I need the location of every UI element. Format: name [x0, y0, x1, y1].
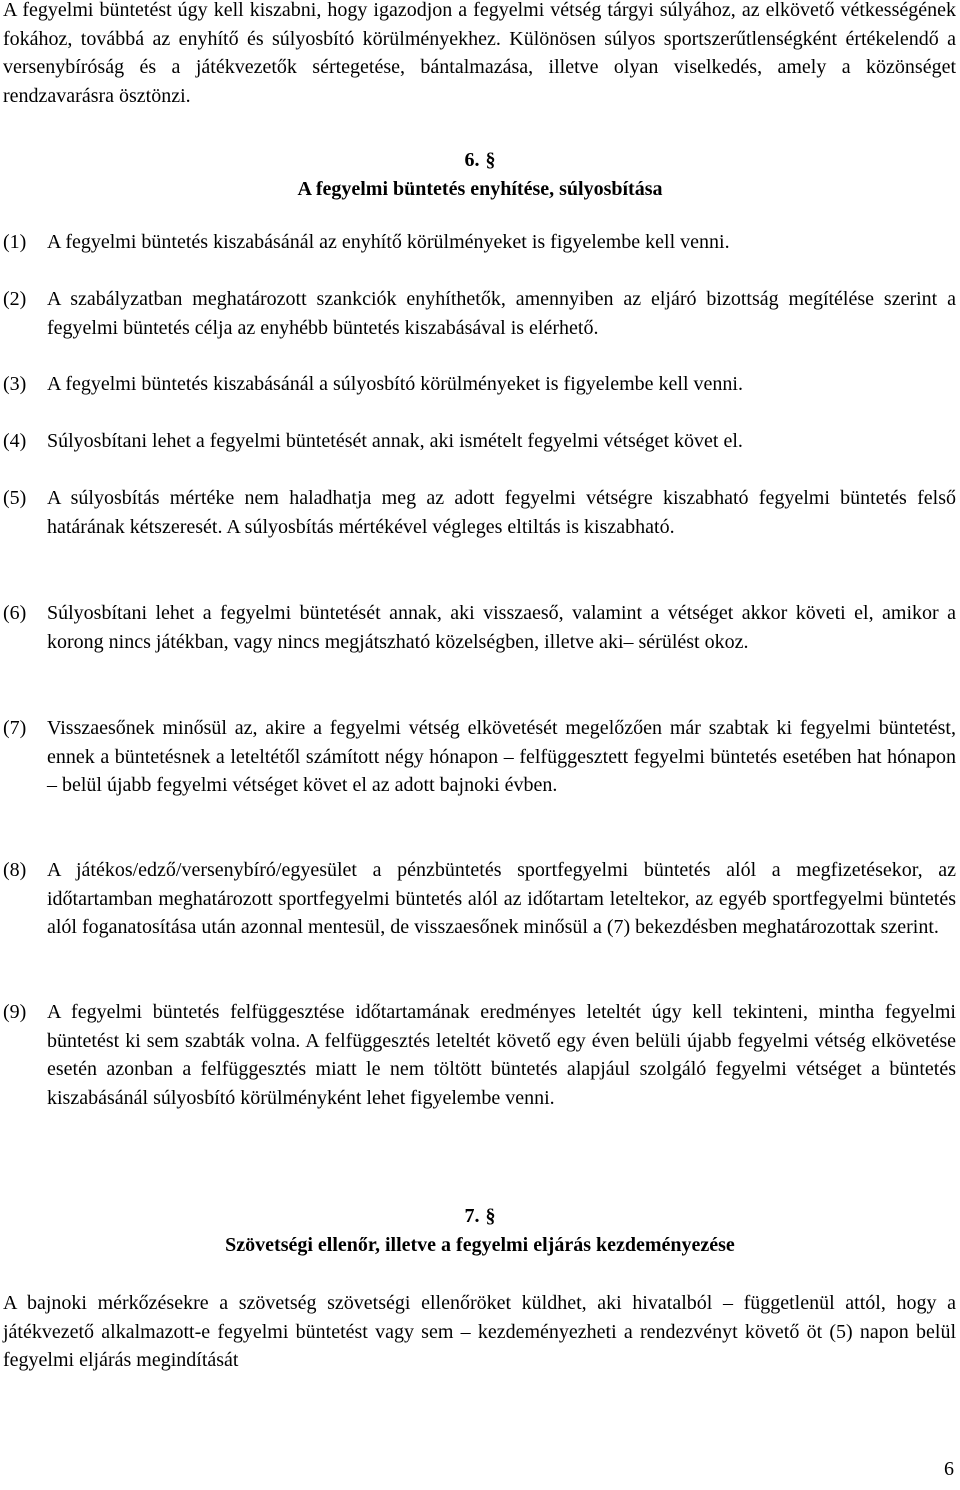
paragraph-text: A fegyelmi büntetés kiszabásánál a súlyosbító körülményeket is figyelembe kell venni.	[47, 373, 743, 395]
page-number: 6	[944, 1458, 954, 1480]
paragraph-number: (3)	[3, 373, 27, 395]
paragraph-text: A súlyosbítás mértéke nem haladhatja meg az adott fegyelmi vétségre kiszabható fegyelmi büntetés felső határának kétszeresét. A súlyosbítás mértékével végleges eltiltás is kiszabható.	[47, 487, 956, 538]
paragraph-6-7	[3, 714, 956, 800]
paragraph-number: (2)	[3, 288, 27, 310]
paragraph-6-4	[3, 427, 956, 456]
paragraph-number: (4)	[3, 430, 27, 452]
paragraph-text: Visszaesőnek minősül az, akire a fegyelmi vétség elkövetését megelőzően már szabtak ki fegyelmi büntetést, ennek a büntetésnek a leteltétől számított négy hónapon – felfüggesztett fegyelmi büntetés esetében hat hónapon – belül újabb fegyelmi vétséget követ el az adott bajnoki évben.	[47, 717, 956, 797]
section-6-symbol: §	[485, 149, 496, 171]
paragraph-number: (5)	[3, 487, 27, 509]
section-6-title: A fegyelmi büntetés enyhítése, súlyosbítása	[297, 178, 663, 200]
paragraph-text: A játékos/edző/versenybíró/egyesület a pénzbüntetés sportfegyelmi büntetés alól a megfizetésekor, az időtartamban meghatározott sportfegyelmi büntetés alól az időtartam leteltekor, az egyéb sportfegyelmi büntetés alól foganatosítása után azonnal mentesül, de visszaesőnek minősül a (7) bekezdésben meghatározottak szerint.	[47, 859, 956, 939]
section-7-text: A bajnoki mérkőzésekre a szövetség szövetségi ellenőröket küldhet, aki hivatalból – függetlenül attól, hogy a játékvezető alkalmazott-e fegyelmi büntetést vagy sem – kezdeményezheti a rendezvényt követő öt (5) napon belül fegyelmi eljárás megindítását	[3, 1292, 956, 1372]
paragraph-number: (7)	[3, 717, 27, 739]
section-6-number-text: 6.	[464, 149, 480, 171]
section-6-number	[0, 146, 960, 174]
section-7-symbol: §	[485, 1205, 496, 1227]
paragraph-6-6	[3, 599, 956, 656]
paragraph-6-5	[3, 484, 956, 541]
paragraph-text: A fegyelmi büntetés kiszabásánál az enyhítő körülményeket is figyelembe kell venni.	[47, 231, 730, 253]
paragraph-6-2	[3, 285, 956, 342]
paragraph-6-8	[3, 856, 956, 942]
paragraph-6-1	[3, 228, 956, 257]
paragraph-6-3	[3, 370, 956, 399]
paragraph-number: (6)	[3, 602, 27, 624]
paragraph-text: Súlyosbítani lehet a fegyelmi büntetését annak, aki ismételt fegyelmi vétséget követ el.	[47, 430, 743, 452]
paragraph-text: A szabályzatban meghatározott szankciók enyhíthetők, amennyiben az eljáró bizottság megítélése szerint a fegyelmi büntetés célja az enyhébb büntetés kiszabásával is elérhető.	[47, 288, 956, 339]
paragraph-number: (8)	[3, 859, 27, 881]
section-7-number-text: 7.	[464, 1205, 480, 1227]
intro-paragraph: A fegyelmi büntetést úgy kell kiszabni, hogy igazodjon a fegyelmi vétség tárgyi súlyához, az elkövető vétkességének fokához, továbbá az enyhítő és súlyosbító körülményekhez. Különösen súlyos sportszerűtlenségként értékelendő a versenybíróság és a játékvezetők sértegetése, bántalmazása, illetve olyan viselkedés, amely a közönséget rendzavarásra ösztönzi.	[3, 0, 956, 108]
paragraph-number: (9)	[3, 1001, 27, 1023]
section-7-title: Szövetségi ellenőr, illetve a fegyelmi eljárás kezdeményezése	[225, 1234, 735, 1256]
paragraph-6-9	[3, 998, 956, 1113]
paragraph-text: Súlyosbítani lehet a fegyelmi büntetését annak, aki visszaeső, valamint a vétséget akkor követi el, amikor a korong nincs játékban, vagy nincs megjátszható közelségben, illetve aki– sérülést okoz.	[47, 602, 956, 653]
paragraph-text: A fegyelmi büntetés felfüggesztése időtartamának eredményes leteltét úgy kell tekinteni, mintha fegyelmi büntetést ki sem szabták volna. A felfüggesztés leteltét követő egy éven belüli újabb fegyelmi vétség elkövetése esetén azonban a felfüggesztés miatt le nem töltött büntetés alapjául szolgáló fegyelmi vétséget a büntetés kiszabásánál súlyosbító körülményként lehet figyelembe venni.	[47, 1001, 956, 1110]
section-7-number	[0, 1202, 960, 1230]
paragraph-number: (1)	[3, 231, 27, 253]
